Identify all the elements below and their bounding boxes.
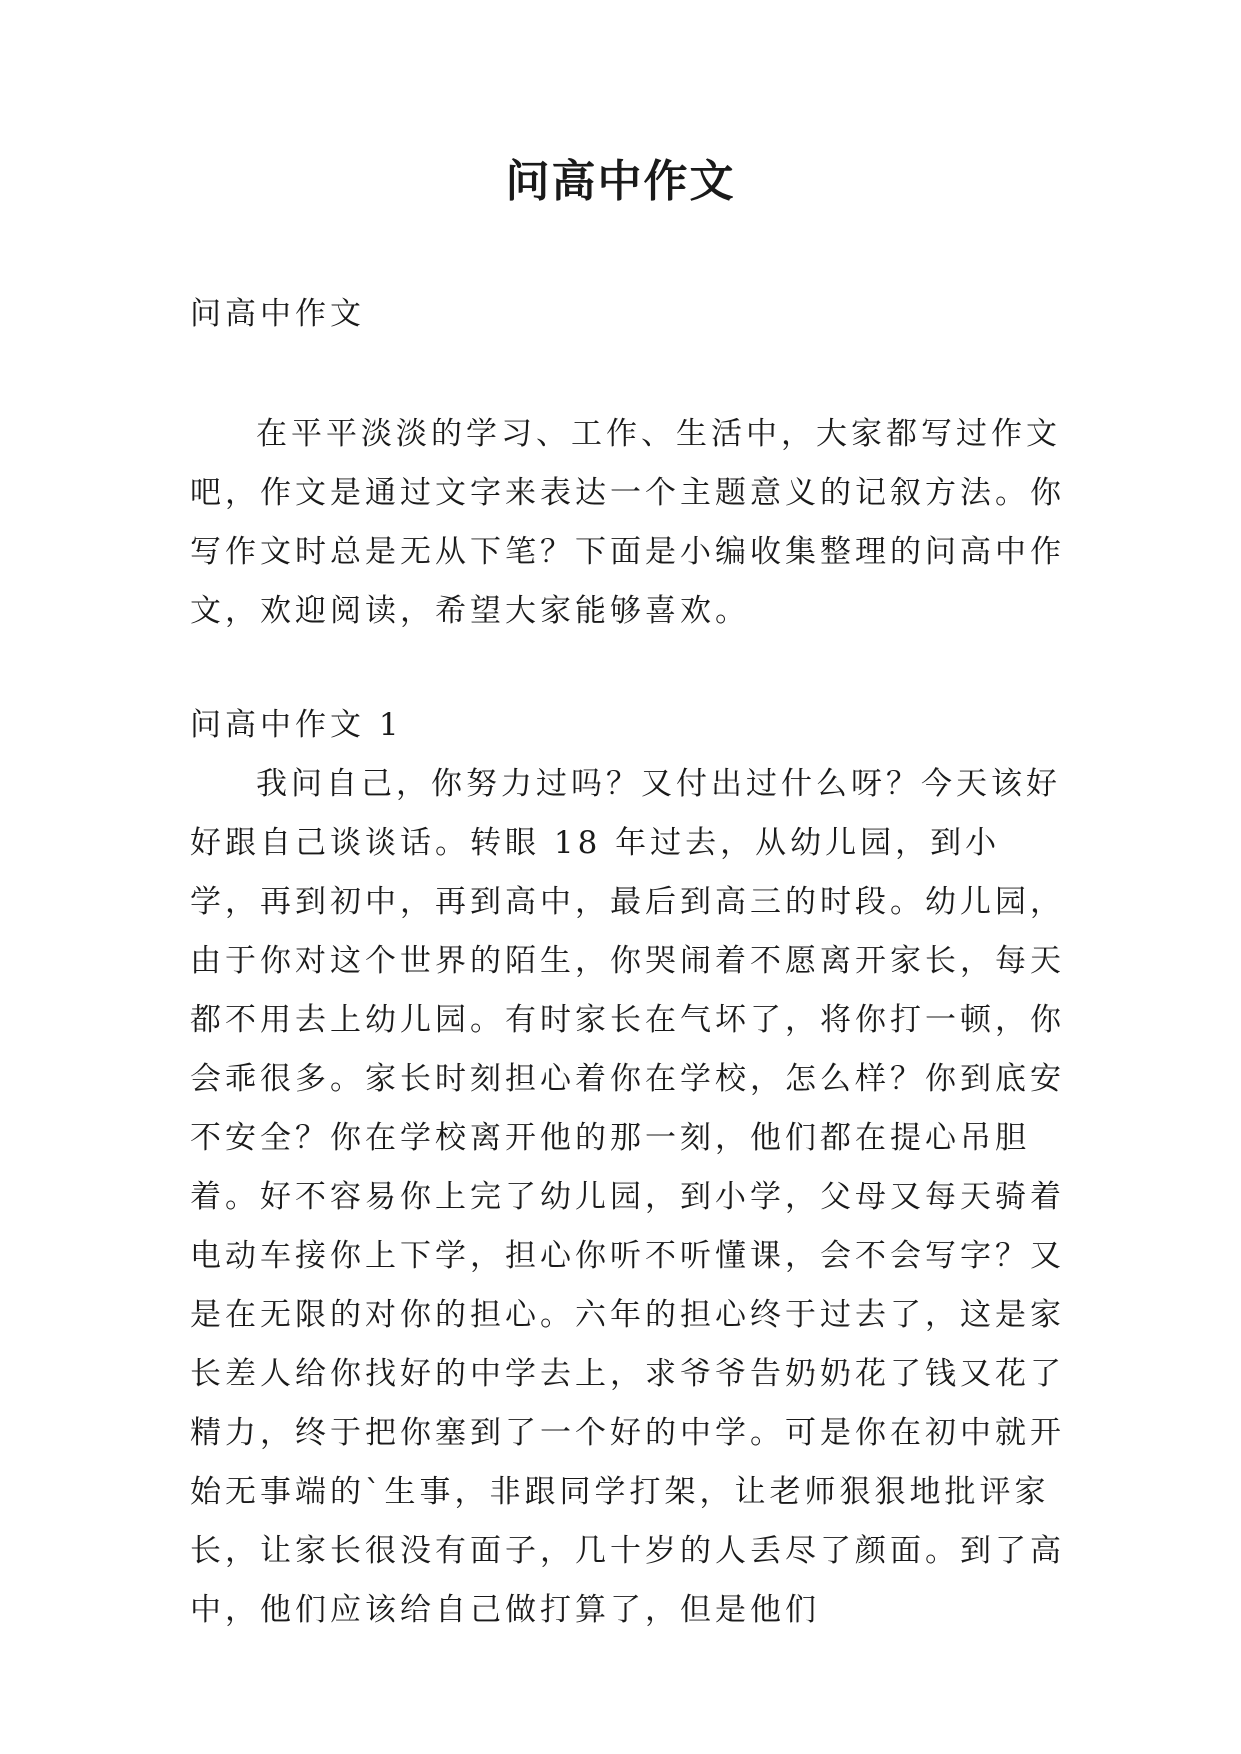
document-subtitle: 问高中作文: [190, 296, 365, 332]
intro-paragraph: 在平平淡淡的学习、工作、生活中，大家都写过作文吧，作文是通过文字来表达一个主题意义的记叙方法。你写作文时总是无从下笔？下面是小编收集整理的问高中作文，欢迎阅读，希望大家能够喜欢。: [190, 416, 1065, 629]
document-title: 问高中作文: [505, 156, 736, 207]
section-body-paragraph: 我问自己，你努力过吗？又付出过什么呀？今天该好好跟自己谈谈话。转眼 18 年过去，从幼儿园，到小学，再到初中，再到高中，最后到高三的时段。幼儿园，由于你对这个世界的陌生，你哭闹着不愿离开家长，每天都不用去上幼儿园。有时家长在气坏了，将你打一顿，你会乖很多。家长时刻担心着你在学校，怎么样？你到底安不安全？你在学校离开他的那一刻，他们都在提心吊胆着。好不容易你上完了幼儿园，到小学，父母又每天骑着电动车接你上下学，担心你听不听懂课，会不会写字？又是在无限的对你的担心。六年的担心终于过去了，这是家长差人给你找好的中学去上，求爷爷告奶奶花了钱又花了精力，终于把你塞到了一个好的中学。可是你在初中就开始无事端的`生事，非跟同学打架，让老师狠狠地批评家长，让家长很没有面子，几十岁的人丢尽了颜面。到了高中，他们应该给自己做打算了，但是他们: [190, 766, 1065, 1628]
section-heading: 问高中作文 1: [190, 707, 403, 743]
